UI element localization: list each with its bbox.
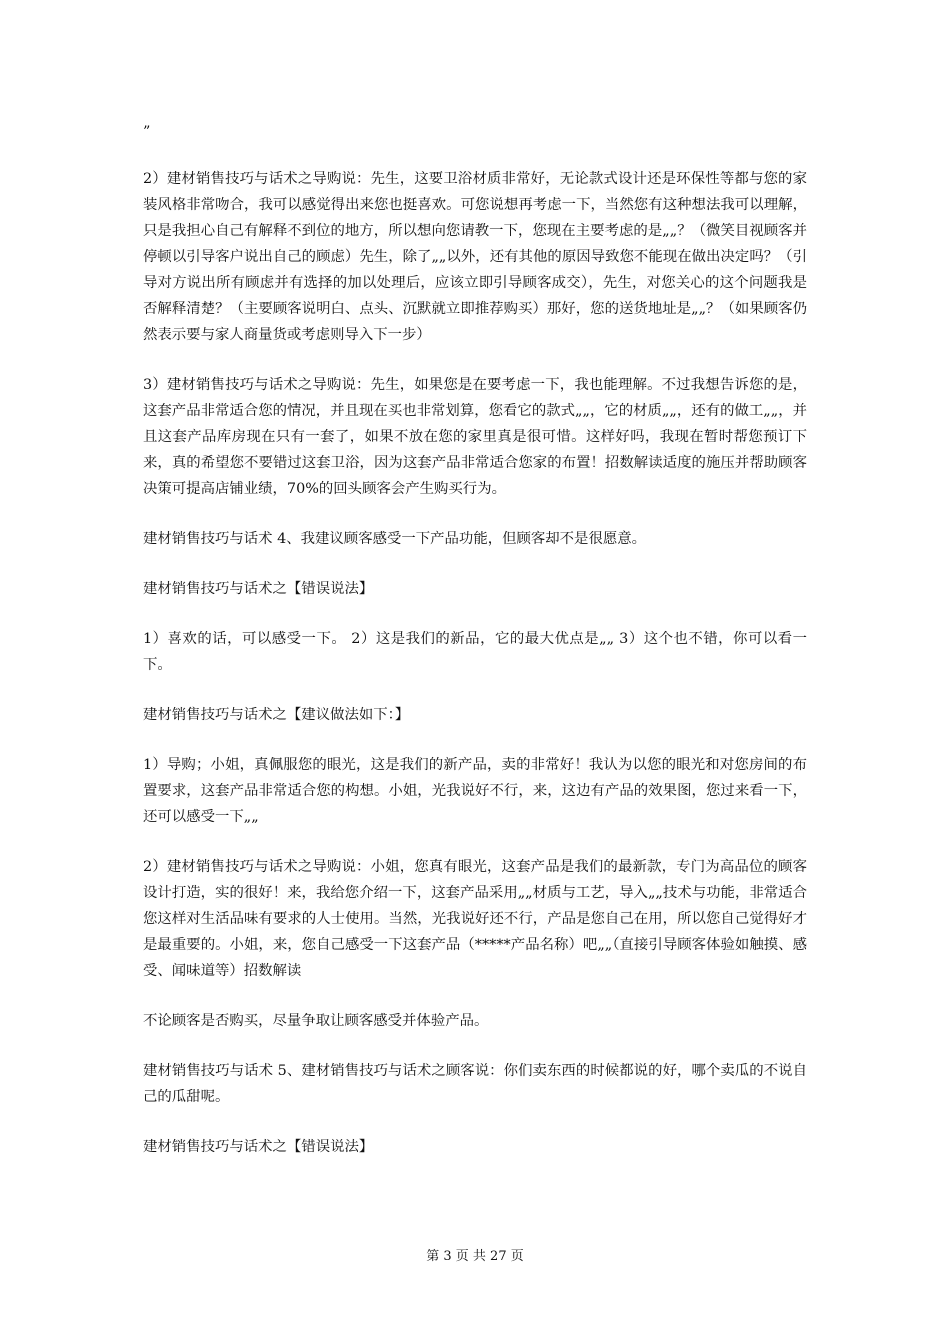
document-body: [143, 122, 807, 1184]
closing-quote: ”: [143, 124, 151, 140]
section-heading-5: 建材销售技巧与话术 5、建材销售技巧与话术之顾客说：你们卖东西的时候都说的好，哪个卖瓜的不说自己的瓜甜呢。: [143, 1063, 807, 1105]
page-number: 第 3 页 共 27 页: [426, 1249, 524, 1264]
tip-paragraph: 不论顾客是否购买，尽量争取让顾客感受并体验产品。: [143, 1013, 489, 1029]
suggested-step-2: 2）建材销售技巧与话术之导购说：小姐，您真有眼光，这套产品是我们的最新款，专门为高品位的顾客设计打造，实的很好！来，我给您介绍一下，这套产品采用„„材质与工艺，导入„„技术与功能，非常适合您这样对生活品味有要求的人士使用。当然，光我说好还不行，产品是您自己在用，所以您自己觉得好才是最重要的。小姐，来，您自己感受一下这套产品（*****产品名称）吧„„（直接引导顾客体验如触摸、感受、闻味道等）招数解读: [143, 859, 807, 979]
wrong-way-examples: 1）喜欢的话，可以感受一下。 2）这是我们的新品，它的最大优点是„„ 3）这个也不错，你可以看一下。: [143, 631, 807, 673]
section-heading-4: 建材销售技巧与话术 4、我建议顾客感受一下产品功能，但顾客却不是很愿意。: [143, 531, 647, 547]
wrong-way-heading: 建材销售技巧与话术之【错误说法】: [143, 581, 374, 597]
suggested-way-heading: 建材销售技巧与话术之【建议做法如下：】: [143, 707, 410, 723]
wrong-way-heading-2: 建材销售技巧与话术之【错误说法】: [143, 1139, 374, 1155]
paragraph-step-3: 3）建材销售技巧与话术之导购说：先生，如果您是在要考虑一下，我也能理解。不过我想告诉您的是，这套产品非常适合您的情况，并且现在买也非常划算，您看它的款式„„，它的材质„„，还有的做工„„，并且这套产品库房现在只有一套了，如果不放在您的家里真是很可惜。这样好吗，我现在暂时帮您预订下来，真的希望您不要错过这套卫浴，因为这套产品非常适合您家的布置！招数解读适度的施压并帮助顾客决策可提高店铺业绩，70%的回头顾客会产生购买行为。: [143, 377, 807, 497]
paragraph-step-2: 2）建材销售技巧与话术之导购说：先生，这要卫浴材质非常好，无论款式设计还是环保性等都与您的家装风格非常吻合，我可以感觉得出来您也挺喜欢。可您说想再考虑一下，当然您有这种想法我可以理解，只是我担心自己有解释不到位的地方，所以想向您请教一下，您现在主要考虑的是„„？（微笑目视顾客并停顿以引导客户说出自己的顾虑）先生，除了„„以外，还有其他的原因导致您不能现在做出决定吗？（引导对方说出所有顾虑并有选择的加以处理后，应该立即引导顾客成交），先生，对您关心的这个问题我是否解释清楚？（主要顾客说明白、点头、沉默就立即推荐购买）那好，您的送货地址是„„？（如果顾客仍然表示要与家人商量货或考虑则导入下一步）: [143, 171, 807, 343]
suggested-step-1: 1）导购；小姐，真佩服您的眼光，这是我们的新产品，卖的非常好！我认为以您的眼光和对您房间的布置要求，这套产品非常适合您的构想。小姐，光我说好不行，来，这边有产品的效果图，您过来看一下，还可以感受一下„„: [143, 757, 807, 825]
